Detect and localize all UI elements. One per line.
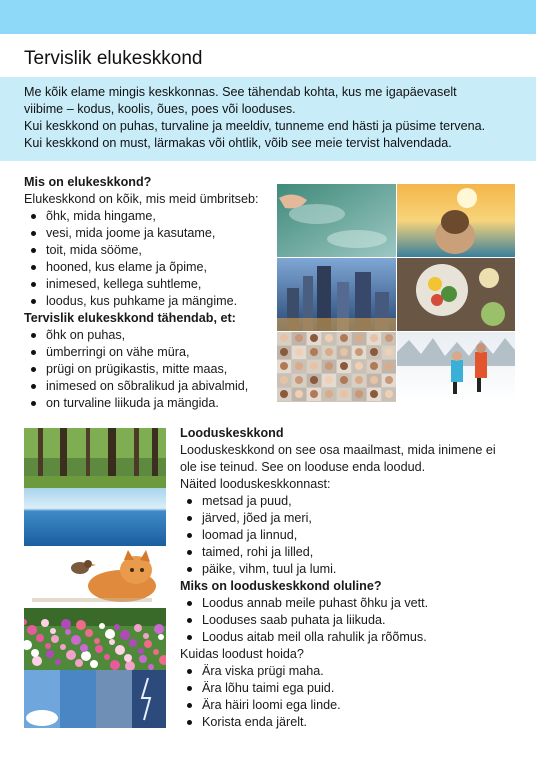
list-item: vesi, mida joome ja kasutame, (24, 225, 274, 242)
city-skyline-photo (277, 258, 396, 331)
section-elukeskkond (24, 174, 274, 412)
list-item: Ära häiri loomi ega linde. (180, 697, 520, 714)
sunny-swim-photo (397, 184, 515, 257)
section-heading: Miks on looduskeskkond oluline? (180, 579, 382, 593)
bullet-list (180, 493, 520, 578)
food-bowls-photo (397, 258, 515, 331)
intro-box (0, 77, 536, 161)
bullet-list (180, 595, 520, 646)
list-item: õhk on puhas, (24, 327, 274, 344)
nature-photo-strip (24, 428, 166, 728)
list-item: Loodus annab meile puhast õhku ja vett. (180, 595, 520, 612)
list-item: Korista enda järelt. (180, 714, 520, 731)
intro-line: Me kõik elame mingis keskkonnas. See tähendab kohta, kus me igapäevaselt (24, 85, 457, 99)
section-lead: Elukeskkond on kõik, mis meid ümbritseb: (24, 192, 259, 206)
section-text: Looduskeskkond on see osa maailmast, mida inimene ei (180, 443, 496, 457)
section-looduskeskkond (180, 425, 520, 731)
section-heading: Mis on elukeskkond? (24, 175, 152, 189)
flowers-photo (24, 608, 166, 670)
people-faces-photo (277, 332, 396, 402)
list-item: Looduses saab puhata ja liikuda. (180, 612, 520, 629)
list-item: loomad ja linnud, (180, 527, 520, 544)
list-item: on turvaline liikuda ja mängida. (24, 395, 274, 412)
forest-photo (24, 428, 166, 488)
section-heading: Looduskeskkond (180, 426, 284, 440)
list-item: Ära lõhu taimi ega puid. (180, 680, 520, 697)
list-item: toit, mida sööme, (24, 242, 274, 259)
photo-collage (277, 184, 515, 402)
list-item: inimesed on sõbralikud ja abivalmid, (24, 378, 274, 395)
intro-line: viibime – kodus, koolis, õues, poes või looduses. (24, 102, 296, 116)
list-item: taimed, rohi ja lilled, (180, 544, 520, 561)
list-item: Loodus aitab meil olla rahulik ja rõõmus. (180, 629, 520, 646)
intro-line: Kui keskkond on puhas, turvaline ja meeldiv, tunneme end hästi ja püsime tervena. (24, 119, 486, 133)
intro-line: Kui keskkond on must, lärmakas või ohtlik, võib see meie tervist halvendada. (24, 136, 452, 150)
bullet-list (180, 663, 520, 731)
list-item: inimesed, kellega suhtleme, (24, 276, 274, 293)
section-lead: Kuidas loodust hoida? (180, 647, 304, 661)
sea-photo (24, 488, 166, 546)
cat-bird-photo (24, 546, 166, 608)
section-text: ole ise teinud. See on looduse enda loodud. (180, 460, 426, 474)
bullet-list (24, 327, 274, 412)
weather-photo (24, 670, 166, 728)
list-item: ümberringi on vähe müra, (24, 344, 274, 361)
list-item: loodus, kus puhkame ja mängime. (24, 293, 274, 310)
water-hands-photo (277, 184, 396, 257)
section-text: Näited looduskeskkonnast: (180, 477, 331, 491)
list-item: Ära viska prügi maha. (180, 663, 520, 680)
list-item: prügi on prügikastis, mitte maas, (24, 361, 274, 378)
list-item: järved, jõed ja meri, (180, 510, 520, 527)
list-item: metsad ja puud, (180, 493, 520, 510)
list-item: hooned, kus elame ja õpime, (24, 259, 274, 276)
winter-runners-photo (397, 332, 515, 402)
section-heading: Tervislik elukeskkond tähendab, et: (24, 311, 236, 325)
top-color-bar (0, 0, 536, 34)
bullet-list (24, 208, 274, 310)
list-item: õhk, mida hingame, (24, 208, 274, 225)
page-title: Tervislik elukeskkond (24, 48, 203, 69)
list-item: päike, vihm, tuul ja lumi. (180, 561, 520, 578)
